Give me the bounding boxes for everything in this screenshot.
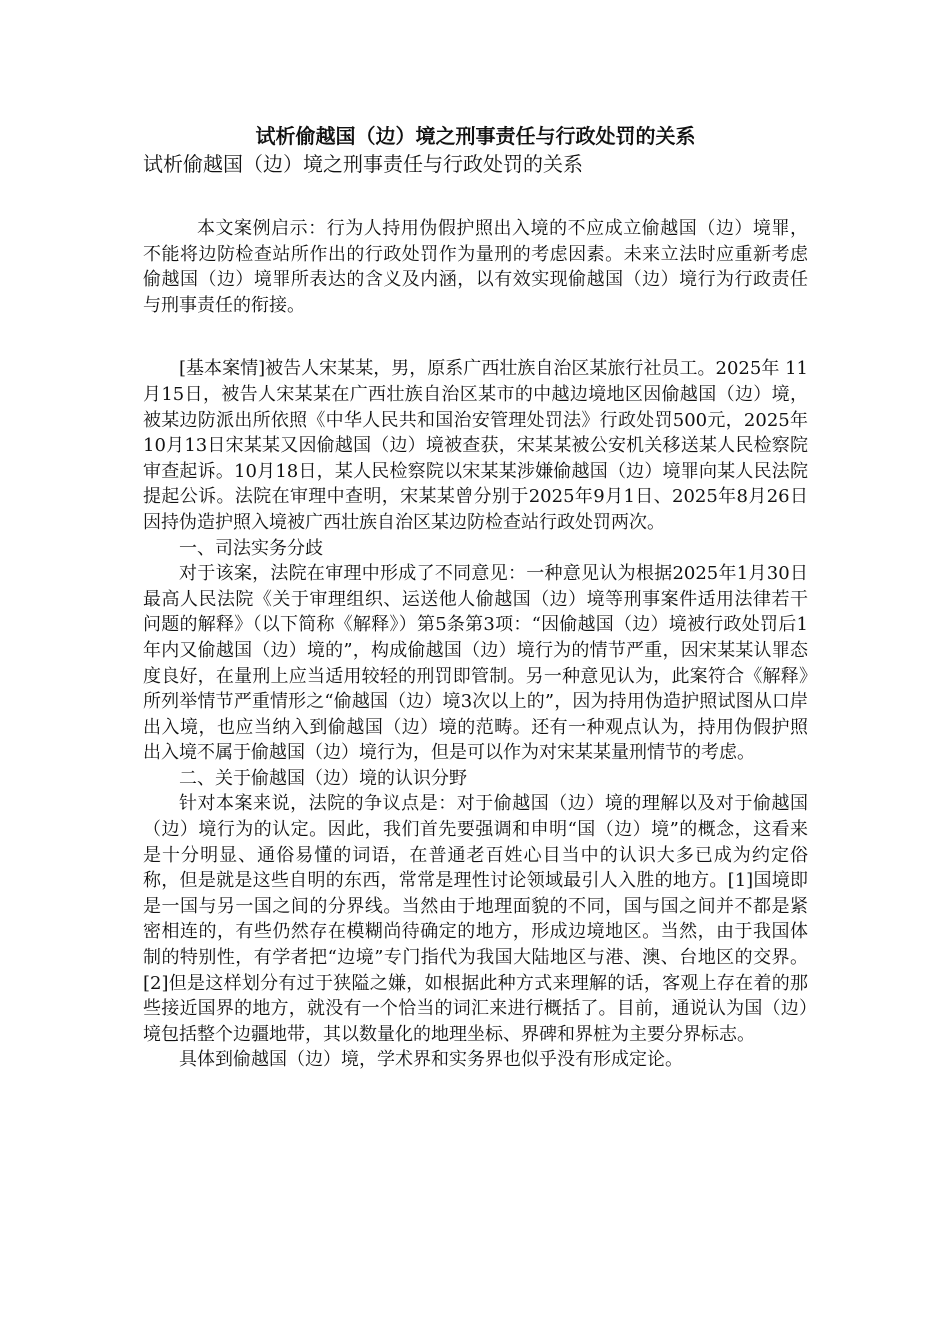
section-1-paragraph: 对于该案，法院在审理中形成了不同意见：一种意见认为根据2025年1月30日最高人民法院《关于审理组织、运送他人偷越国（边）境等刑事案件适用法律若干问题的解释》（以下简称《解释》）第5条第3项：“因偷越国（边）境被行政处罚后1年内又偷越国（边）境的”，构成偷越国（边）境行为的情节严重，因宋某某认罪态度良好，在量刑上应当适用较轻的刑罚即管制。另一种意见认为，此案符合《解释》所列举情节严重情形之“偷越国（边）境3次以上的”，因为持用伪造护照试图从口岸出入境，也应当纳入到偷越国（边）境的范畴。还有一种观点认为，持用伪假护照出入境不属于偷越国（边）境行为，但是可以作为对宋某某量刑情节的考虑。 [143, 563, 808, 764]
blank-line [143, 318, 808, 356]
document-page [143, 122, 808, 1073]
section-heading-1: 一、司法实务分歧 [179, 537, 323, 559]
summary-paragraph: 本文案例启示：行为人持用伪假护照出入境的不应成立偷越国（边）境罪，不能将边防检查站所作出的行政处罚作为量刑的考虑因素。未来立法时应重新考虑偷越国（边）境罪所表达的含义及内涵，以有效实现偷越国（边）境行为行政责任与刑事责任的衔接。 [143, 218, 808, 316]
document-subtitle: 试析偷越国（边）境之刑事责任与行政处罚的关系 [143, 152, 583, 176]
section-2-paragraph: 针对本案来说，法院的争议点是：对于偷越国（边）境的理解以及对于偷越国（边）境行为的认定。因此，我们首先要强调和申明“国（边）境”的概念，这看来是十分明显、通俗易懂的词语，在普通老百姓心目当中的认识大多已成为约定俗称，但是就是这些自明的东西，常常是理性讨论领域最引人入胜的地方。[1]国境即是一国与另一国之间的分界线。当然由于地理面貌的不同，国与国之间并不都是紧密相连的，有些仍然存在模糊尚待确定的地方，形成边境地区。当然，由于我国体制的特别性，有学者把“边境”专门指代为我国大陆地区与港、澳、台地区的交界。[2]但是这样划分有过于狭隘之嫌，如根据此种方式来理解的话，客观上存在着的那些接近国界的地方，就没有一个恰当的词汇来进行概括了。目前，通说认为国（边）境包括整个边疆地带，其以数量化的地理坐标、界碑和界桩为主要分界标志。 [143, 793, 808, 1045]
document-title: 试析偷越国（边）境之刑事责任与行政处罚的关系 [255, 124, 696, 148]
closing-paragraph: 具体到偷越国（边）境，学术界和实务界也似乎没有形成定论。 [179, 1049, 683, 1071]
blank-line [143, 178, 808, 216]
section-heading-2: 二、关于偷越国（边）境的认识分野 [179, 767, 467, 789]
case-facts-paragraph: [基本案情]被告人宋某某，男，原系广西壮族自治区某旅行社员工。2025年 11月15日，被告人宋某某在广西壮族自治区某市的中越边境地区因偷越国（边）境，被某边防派出所依照《中华人民共和国治安管理处罚法》行政处罚500元，2025年10月13日宋某某又因偷越国（边）境被查获，宋某某被公安机关移送某人民检察院审查起诉。10月18日，某人民检察院以宋某某涉嫌偷越国（边）境罪向某人民法院提起公诉。法院在审理中查明，宋某某曾分别于2025年9月1日、2025年8月26日因持伪造护照入境被广西壮族自治区某边防检查站行政处罚两次。 [143, 358, 808, 533]
